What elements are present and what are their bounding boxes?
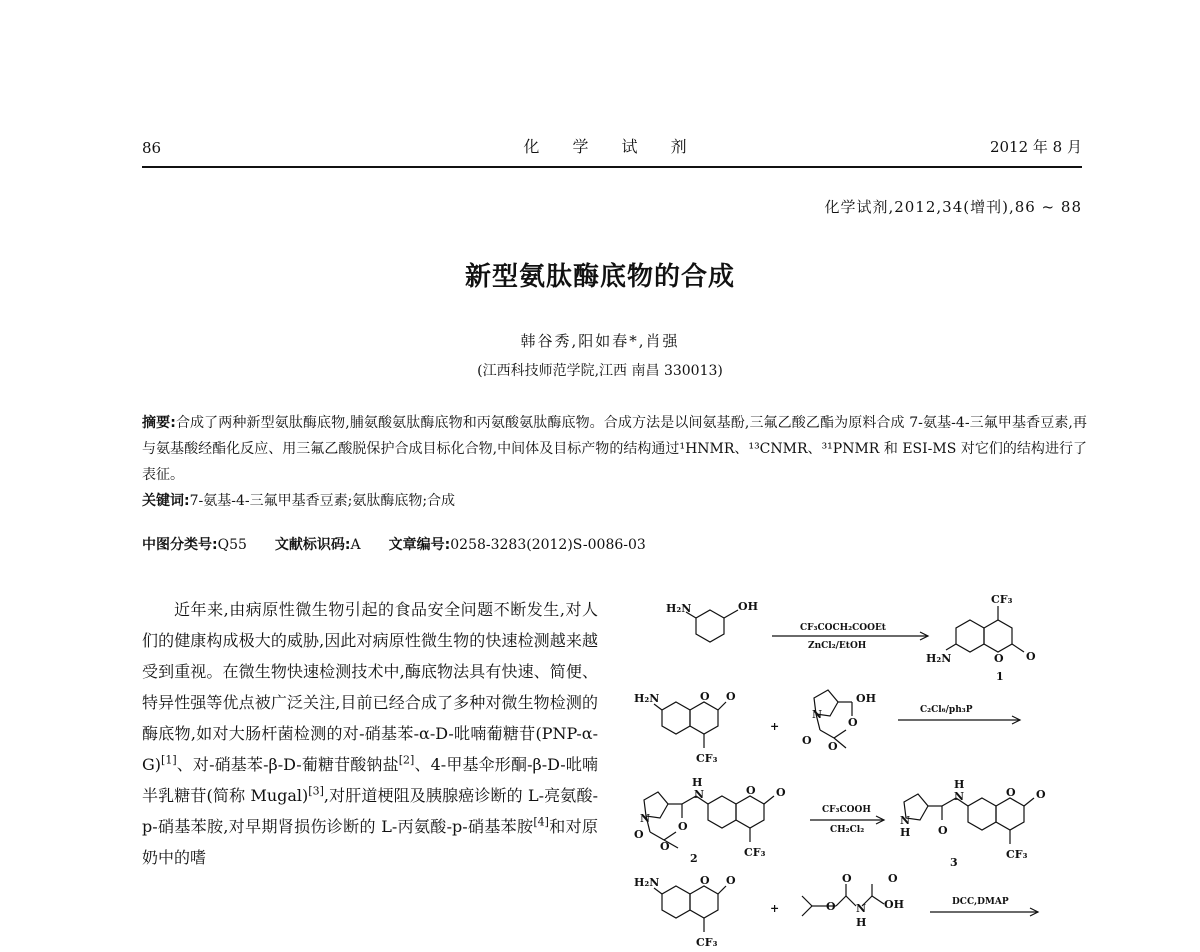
keywords-paragraph xyxy=(142,488,1087,514)
r1-oh: OH xyxy=(738,600,758,613)
classification-line xyxy=(142,534,646,554)
body-text-d: ,对肝道梗阻及胰腺癌诊断的 L-亮氨酸-p-硝基苯胺,对早期肾损伤诊断的 L-丙氨酸-p-硝基苯胺 xyxy=(142,786,598,836)
r3-n1: N xyxy=(640,812,651,825)
r1-prod-o2: O xyxy=(1026,650,1036,663)
r4-h: H xyxy=(856,916,867,929)
r4-o3: O xyxy=(826,900,836,913)
r3-o1: O xyxy=(678,820,688,833)
keywords-label: 关键词: xyxy=(142,493,190,509)
citation-line: 化学试剂,2012,34(增刊),86 ~ 88 xyxy=(824,198,1082,216)
r4-plus: + xyxy=(770,902,780,915)
r3-o4: O xyxy=(746,784,756,797)
reference-2: [2] xyxy=(398,753,415,767)
body-text-c: 、4-甲基伞形酮-β-D-吡喃半乳糖苷(简称 Mugal) xyxy=(142,755,598,805)
clc-value: Q55 xyxy=(217,537,247,553)
body-paragraph xyxy=(142,594,598,873)
reaction-arrow-1 xyxy=(772,623,928,651)
r2-o5: O xyxy=(828,740,838,753)
affiliation: (江西科技师范学院,江西 南昌 330013) xyxy=(477,363,723,379)
r3-prod-label: 3 xyxy=(950,856,958,869)
r3-prod-n1: N xyxy=(900,814,911,827)
reactant-boc-alanine xyxy=(802,872,904,929)
r4-o4: O xyxy=(842,872,852,885)
r4-o2: O xyxy=(726,874,736,887)
clc-label: 中图分类号: xyxy=(142,537,218,553)
synthesis-scheme xyxy=(630,590,1090,952)
r3-o5: O xyxy=(776,786,786,799)
r3-prod-cf3: CF₃ xyxy=(1006,848,1028,861)
r4-n: N xyxy=(856,902,867,915)
r2-n: N xyxy=(812,708,823,721)
r3-cf3: CF₃ xyxy=(744,846,766,859)
r2-cf3: CF₃ xyxy=(696,752,718,765)
r2-o2: O xyxy=(726,690,736,703)
r3-prod-n2: N xyxy=(954,790,965,803)
document-code xyxy=(275,534,361,554)
r1-reagent-top: CF₃COCH₂COOEt xyxy=(800,623,886,633)
r3-label: 2 xyxy=(690,852,698,865)
r3-n2: N xyxy=(694,788,705,801)
product-3 xyxy=(900,778,1046,869)
r2-reagent: C₂Cl₆/ph₃P xyxy=(920,705,973,715)
r2-nh2: H₂N xyxy=(634,692,660,705)
r4-reagent: DCC,DMAP xyxy=(952,897,1009,907)
r2-plus: + xyxy=(770,720,780,733)
r4-oh: OH xyxy=(884,898,904,911)
keywords-text: 7-氨基-4-三氟甲基香豆素;氨肽酶底物;合成 xyxy=(189,493,456,509)
body-text-e: 和对原奶中的嗜 xyxy=(142,817,598,867)
paper-title: 新型氨肽酶底物的合成 xyxy=(464,262,735,292)
r3-reagent-bottom: CH₂Cl₂ xyxy=(830,825,865,835)
product-1-coumarin xyxy=(926,593,1036,683)
reactant-aminophenol xyxy=(666,600,758,642)
r1-reagent-bottom: ZnCl₂/EtOH xyxy=(808,641,867,651)
authors: 韩谷秀,阳如春*,肖强 xyxy=(520,332,680,350)
r3-prod-h1: H xyxy=(954,778,965,791)
issue-date: 2012 年 8 月 xyxy=(989,138,1082,156)
reaction-arrow-3 xyxy=(810,805,884,835)
body-text-b: 、对-硝基苯-β-D-葡糖苷酸钠盐 xyxy=(176,755,399,774)
r1-prod-label: 1 xyxy=(996,670,1004,683)
header-rule xyxy=(142,166,1082,168)
body-column xyxy=(142,594,598,873)
running-header xyxy=(142,136,1082,163)
r1-nh2: H₂N xyxy=(666,602,692,615)
r2-o4: O xyxy=(802,734,812,747)
r3-o2: O xyxy=(634,828,644,841)
article-label: 文章编号: xyxy=(388,537,451,553)
r2-o1: O xyxy=(700,690,710,703)
reaction-arrow-2 xyxy=(898,705,1020,724)
doc-label: 文献标识码: xyxy=(274,537,351,553)
r3-prod-o1: O xyxy=(938,824,948,837)
r4-nh2: H₂N xyxy=(634,876,660,889)
reaction-arrow-4 xyxy=(930,897,1038,916)
clc-number xyxy=(142,534,247,554)
r3-prod-h2: H xyxy=(900,826,911,839)
r2-o3: O xyxy=(848,716,858,729)
r4-cf3: CF₃ xyxy=(696,936,718,949)
reactant-boc-proline xyxy=(802,690,876,753)
journal-name: 化 学 试 剂 xyxy=(523,137,701,156)
r3-reagent-top: CF₃COOH xyxy=(822,805,871,815)
r1-cf3: CF₃ xyxy=(991,593,1013,606)
abstract-text: 合成了两种新型氨肽酶底物,脯氨酸氨肽酶底物和丙氨酸氨肽酶底物。合成方法是以间氨基酚,三氟乙酸乙酯为原料合成 7-氨基-4-三氟甲基香豆素,再与氨基酸经酯化反应、用三氟乙酸脱保护合成目标化合物,中间体及目标产物的结构通过¹HNMR、¹³CNMR、³¹PNMR 和 ESI-MS 对它们的结构进行了表征。 xyxy=(142,415,1087,483)
abstract-label: 摘要: xyxy=(142,415,176,431)
r3-o3: O xyxy=(660,840,670,853)
reactant-coumarin-amine xyxy=(634,690,736,765)
r4-o1: O xyxy=(700,874,710,887)
r3-h: H xyxy=(692,776,703,789)
body-text-a: 近年来,由病原性微生物引起的食品安全问题不断发生,对人们的健康构成极大的威胁,因此对病原性微生物的快速检测越来越受到重视。在微生物快速检测技术中,酶底物法具有快速、简便、特异性强等优点被广泛关注,目前已经合成了多种对微生物检测的酶底物,如对大肠杆菌检测的对-硝基苯-α-D-吡喃葡糖苷(PNP-α-G) xyxy=(142,600,598,774)
r4-o5: O xyxy=(888,872,898,885)
abstract xyxy=(142,410,1087,514)
r1-prod-o1: O xyxy=(994,652,1004,665)
abstract-paragraph xyxy=(142,410,1087,488)
r3-prod-o3: O xyxy=(1036,788,1046,801)
intermediate-2 xyxy=(634,776,786,865)
article-number xyxy=(389,534,646,554)
r3-prod-o2: O xyxy=(1006,786,1016,799)
reference-3: [3] xyxy=(308,784,324,798)
page-number: 86 xyxy=(142,139,162,157)
reference-1: [1] xyxy=(161,753,177,767)
reactant-coumarin-amine-2 xyxy=(634,874,736,949)
r2-oh: OH xyxy=(856,692,876,705)
reference-4: [4] xyxy=(533,815,549,829)
doc-value: A xyxy=(350,537,361,553)
article-value: 0258-3283(2012)S-0086-03 xyxy=(450,537,646,553)
r1-prod-nh2: H₂N xyxy=(926,652,952,665)
